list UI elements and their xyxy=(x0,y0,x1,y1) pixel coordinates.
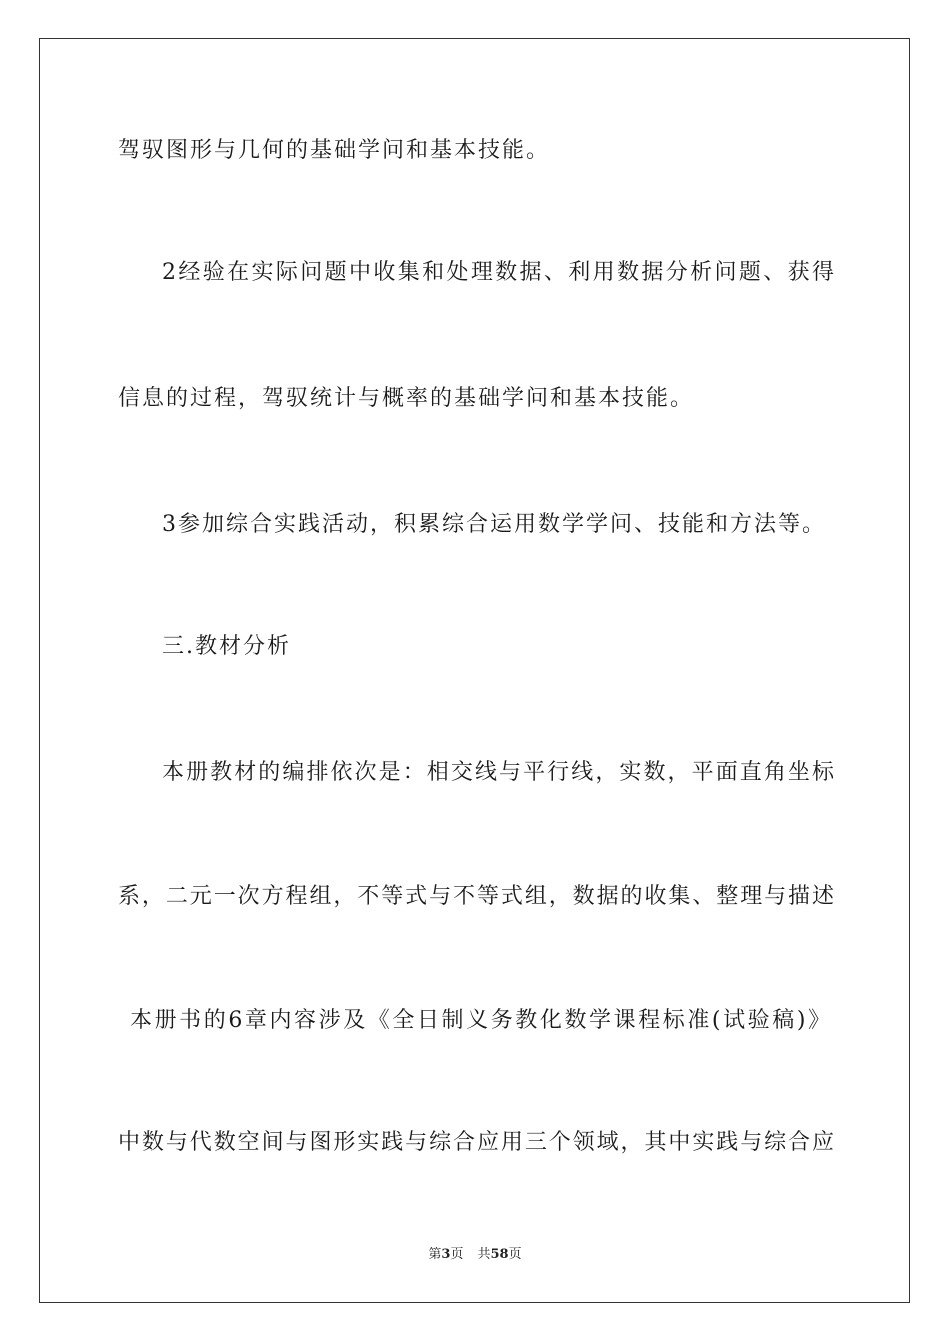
text-line-9: 中数与代数空间与图形实践与综合应用三个领域，其中实践与综合应 xyxy=(118,1130,834,1155)
section-heading: 三.教材分析 xyxy=(162,634,291,659)
footer-page-number: 3 xyxy=(441,1247,451,1262)
footer-page-suffix: 页 xyxy=(450,1247,464,1262)
text-line-2: 2经验在实际问题中收集和处理数据、利用数据分析问题、获得 xyxy=(162,260,834,285)
text-line-1: 驾驭图形与几何的基础学问和基本技能。 xyxy=(118,138,551,163)
footer-page-prefix: 第 xyxy=(428,1247,442,1262)
footer-total-suffix: 页 xyxy=(508,1247,522,1262)
page-border xyxy=(39,38,910,1303)
text-line-7: 系，二元一次方程组，不等式与不等式组，数据的收集、整理与描述 xyxy=(118,884,834,909)
page-footer xyxy=(0,1246,950,1264)
text-line-6: 本册教材的编排依次是：相交线与平行线，实数，平面直角坐标 xyxy=(162,760,834,785)
footer-total-pages: 58 xyxy=(490,1247,509,1262)
text-line-3: 信息的过程，驾驭统计与概率的基础学问和基本技能。 xyxy=(118,386,695,411)
footer-total-prefix: 共 xyxy=(477,1247,491,1262)
text-line-4: 3参加综合实践活动，积累综合运用数学学问、技能和方法等。 xyxy=(162,512,826,537)
text-line-8: 本册书的6章内容涉及《全日制义务教化数学课程标准(试验稿)》 xyxy=(130,1008,830,1033)
